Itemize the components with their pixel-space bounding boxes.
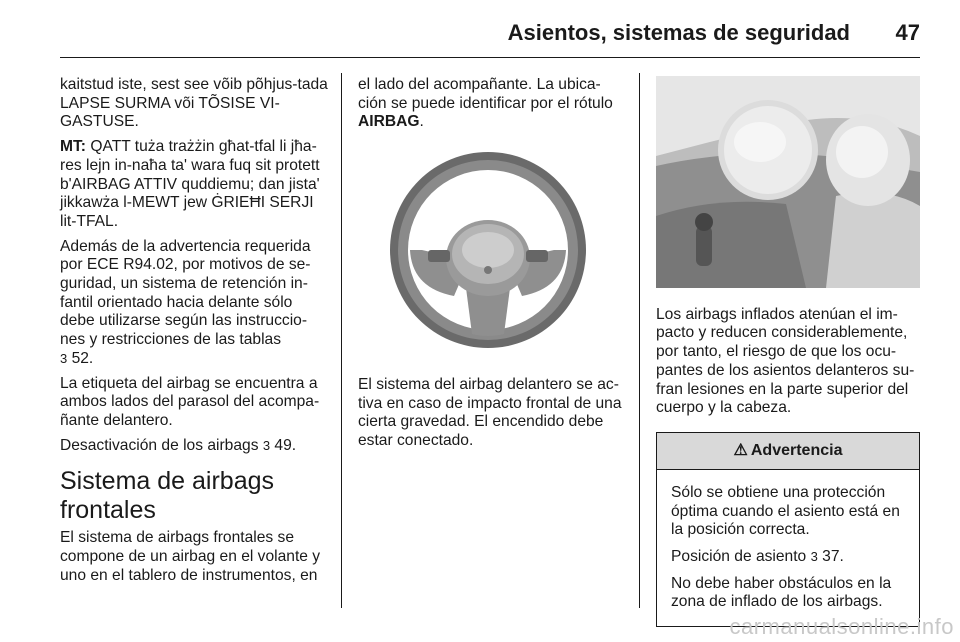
paragraph: La etiqueta del airbag se encuentra a ambos lados del parasol del acompa-ñante delantero. [60, 374, 320, 429]
paragraph-text: Desactivación de los airbags [60, 436, 259, 454]
header-title: Asientos, sistemas de seguridad [507, 20, 850, 45]
paragraph-text: Además de la advertencia requerida por ECE R94.02, por motivos de se-guridad, un sistema de retención in-fantil orientado hacia delante sólo debe utilizarse según las instruccio-nes y restricciones de las tablas [60, 237, 311, 349]
mt-text: QATT tuża trażżin għat-tfal li jħa-res lejn in-naħa ta' wara fuq sit protett b'AIRBAG ATTIV quddiemu; dan jista' jikkawża l-MEWT jew ĠRIEĦI SERJI lit-TFAL. [60, 138, 320, 230]
warning-header [657, 433, 919, 470]
paragraph-text: Posición de asiento [671, 548, 807, 566]
paragraph-end: . [419, 113, 424, 131]
watermark: carmanualsonline.info [729, 614, 954, 639]
paragraph [671, 548, 905, 567]
warning-box [656, 432, 920, 627]
paragraph [60, 437, 330, 456]
paragraph: El sistema del airbag delantero se ac-tiva en caso de impacto frontal de una cierta gravedad. El encendido debe estar conectado. [358, 375, 622, 449]
column-3 [656, 76, 920, 627]
deployed-airbags-icon [656, 76, 920, 288]
paragraph [60, 238, 330, 369]
reference-arrow-icon: 3 [262, 437, 271, 453]
paragraph: kaitstud iste, sest see võib põhjus-tada LAPSE SURMA või TÕSISE VI-GASTUSE. [60, 76, 328, 131]
column-1 [60, 76, 330, 591]
steering-wheel-illustration [358, 138, 624, 364]
warning-icon: ⚠ [733, 441, 748, 459]
reference-arrow-icon: 3 [60, 350, 68, 366]
paragraph: El sistema de airbags frontales se compone de un airbag en el volante y uno en el tablero de instrumentos, en [60, 529, 321, 584]
page-reference-link[interactable]: 49. [274, 436, 297, 454]
page-reference-link[interactable]: 52. [71, 349, 94, 367]
airbag-label: AIRBAG [358, 113, 420, 131]
column-2 [358, 76, 624, 457]
page-reference-link[interactable]: 37. [822, 548, 844, 566]
warning-title: Advertencia [750, 441, 843, 459]
paragraph: Los airbags inflados atenúan el im-pacto y reducen considerablemente, por tanto, el riesgo de que los ocu-pantes de los asientos delanteros su-fran lesiones en la parte superior del cuerpo y la cabeza. [656, 305, 915, 417]
section-heading: Sistema de airbags frontales [60, 467, 275, 525]
airbag-deployed-illustration [656, 76, 920, 294]
paragraph: Sólo se obtiene una protección óptima cuando el asiento está en la posición correcta. [671, 483, 900, 539]
paragraph-mt [60, 138, 330, 232]
header-rule [60, 57, 920, 58]
page-number: 47 [895, 20, 920, 45]
steering-wheel-icon [358, 138, 624, 358]
paragraph: No debe haber obstáculos en la zona de inflado de los airbags. [671, 574, 892, 611]
column-divider-2 [639, 73, 640, 608]
paragraph-text: el lado del acompañante. La ubica-ción se puede identificar por el rótulo [358, 76, 613, 112]
mt-label: MT: [60, 138, 86, 156]
paragraph [358, 76, 624, 132]
column-divider-1 [341, 73, 342, 608]
reference-arrow-icon: 3 [810, 549, 818, 565]
warning-body [657, 470, 919, 626]
